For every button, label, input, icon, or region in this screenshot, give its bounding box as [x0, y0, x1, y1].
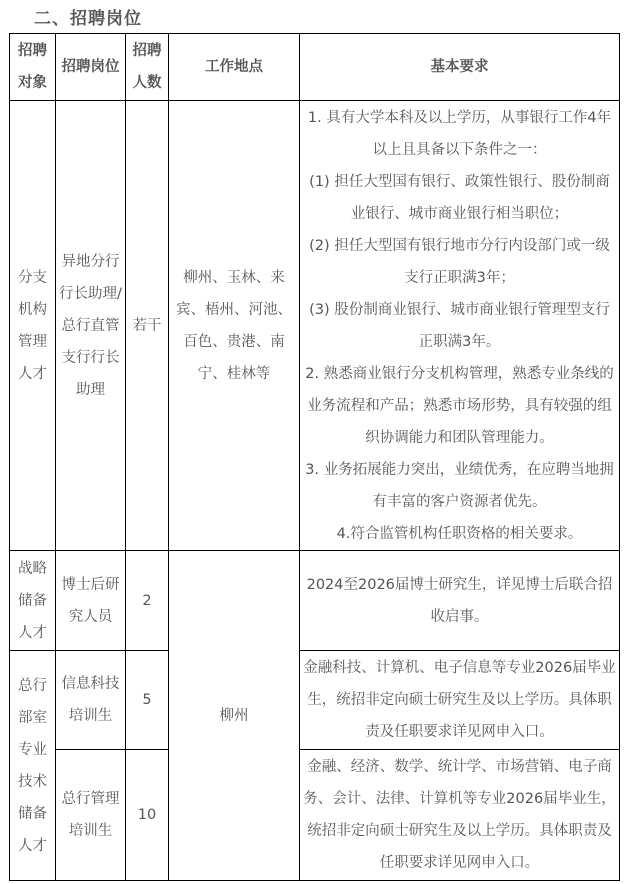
cell-target: 总行部室专业技术储备人才: [10, 651, 56, 881]
cell-requirements: [300, 551, 620, 651]
header-requirements: 基本要求: [300, 34, 620, 101]
cell-count: 5: [126, 651, 169, 750]
table-header-row: [10, 34, 620, 101]
header-target: 招聘对象: [10, 34, 56, 101]
cell-target: 分支机构管理人才: [10, 101, 56, 551]
table-row: [10, 651, 620, 750]
requirement-line: (1) 担任大型国有银行、政策性银行、股份制商业银行、城市商业银行相当职位；: [309, 173, 610, 222]
cell-requirements: [300, 750, 620, 881]
cell-position: 博士后研究人员: [56, 551, 126, 651]
requirement-line: 3. 业务拓展能力突出，业绩优秀，在应聘当地拥有丰富的客户资源者优先。: [305, 461, 614, 510]
requirement-line: 1. 具有大学本科及以上学历，从事银行工作4年以上且具备以下条件之一：: [307, 109, 612, 158]
requirement-line: 金融、经济、数学、统计学、市场营销、电子商务、会计、法律、计算机等专业2026届毕业生，统招非定向硕士研究生及以上学历。具体职责及任职要求详见网申入口。: [303, 759, 616, 871]
cell-position: 异地分行行长助理/总行直管支行行长助理: [56, 101, 126, 551]
cell-position: 总行管理培训生: [56, 750, 126, 881]
requirement-line: 4.符合监管机构任职资格的相关要求。: [336, 525, 583, 542]
header-count: 招聘人数: [126, 34, 169, 101]
cell-requirements: [300, 651, 620, 750]
cell-location: 柳州、玉林、来宾、梧州、河池、百色、贵港、南宁、桂林等: [169, 101, 300, 551]
cell-location: 柳州: [169, 551, 300, 881]
cell-count: 2: [126, 551, 169, 651]
cell-position: 信息科技培训生: [56, 651, 126, 750]
cell-count: 10: [126, 750, 169, 881]
header-location: 工作地点: [169, 34, 300, 101]
requirement-line: 2024至2026届博士研究生，详见博士后联合招收启事。: [306, 576, 613, 625]
table-row: [10, 551, 620, 651]
table-row: [10, 101, 620, 551]
table-row: [10, 750, 620, 881]
cell-count: 若干: [126, 101, 169, 551]
requirement-line: 2. 熟悉商业银行分支机构管理，熟悉专业条线的业务流程和产品；熟悉市场形势，具有较强的组织协调能力和团队管理能力。: [305, 365, 614, 446]
section-title: 二、招聘岗位: [34, 9, 142, 29]
header-position: 招聘岗位: [56, 34, 126, 101]
cell-target: 战略储备人才: [10, 551, 56, 651]
requirement-line: (3) 股份制商业银行、城市商业银行管理型支行正职满3年。: [309, 301, 610, 350]
requirement-line: 金融科技、计算机、电子信息等专业2026届毕业生，统招非定向硕士研究生及以上学历。具体职责及任职要求详见网申入口。: [303, 660, 616, 740]
cell-requirements: [300, 101, 620, 551]
requirement-line: (2) 担任大型国有银行地市分行内设部门或一级支行正职满3年；: [309, 237, 610, 286]
recruitment-positions-table: [9, 33, 620, 881]
